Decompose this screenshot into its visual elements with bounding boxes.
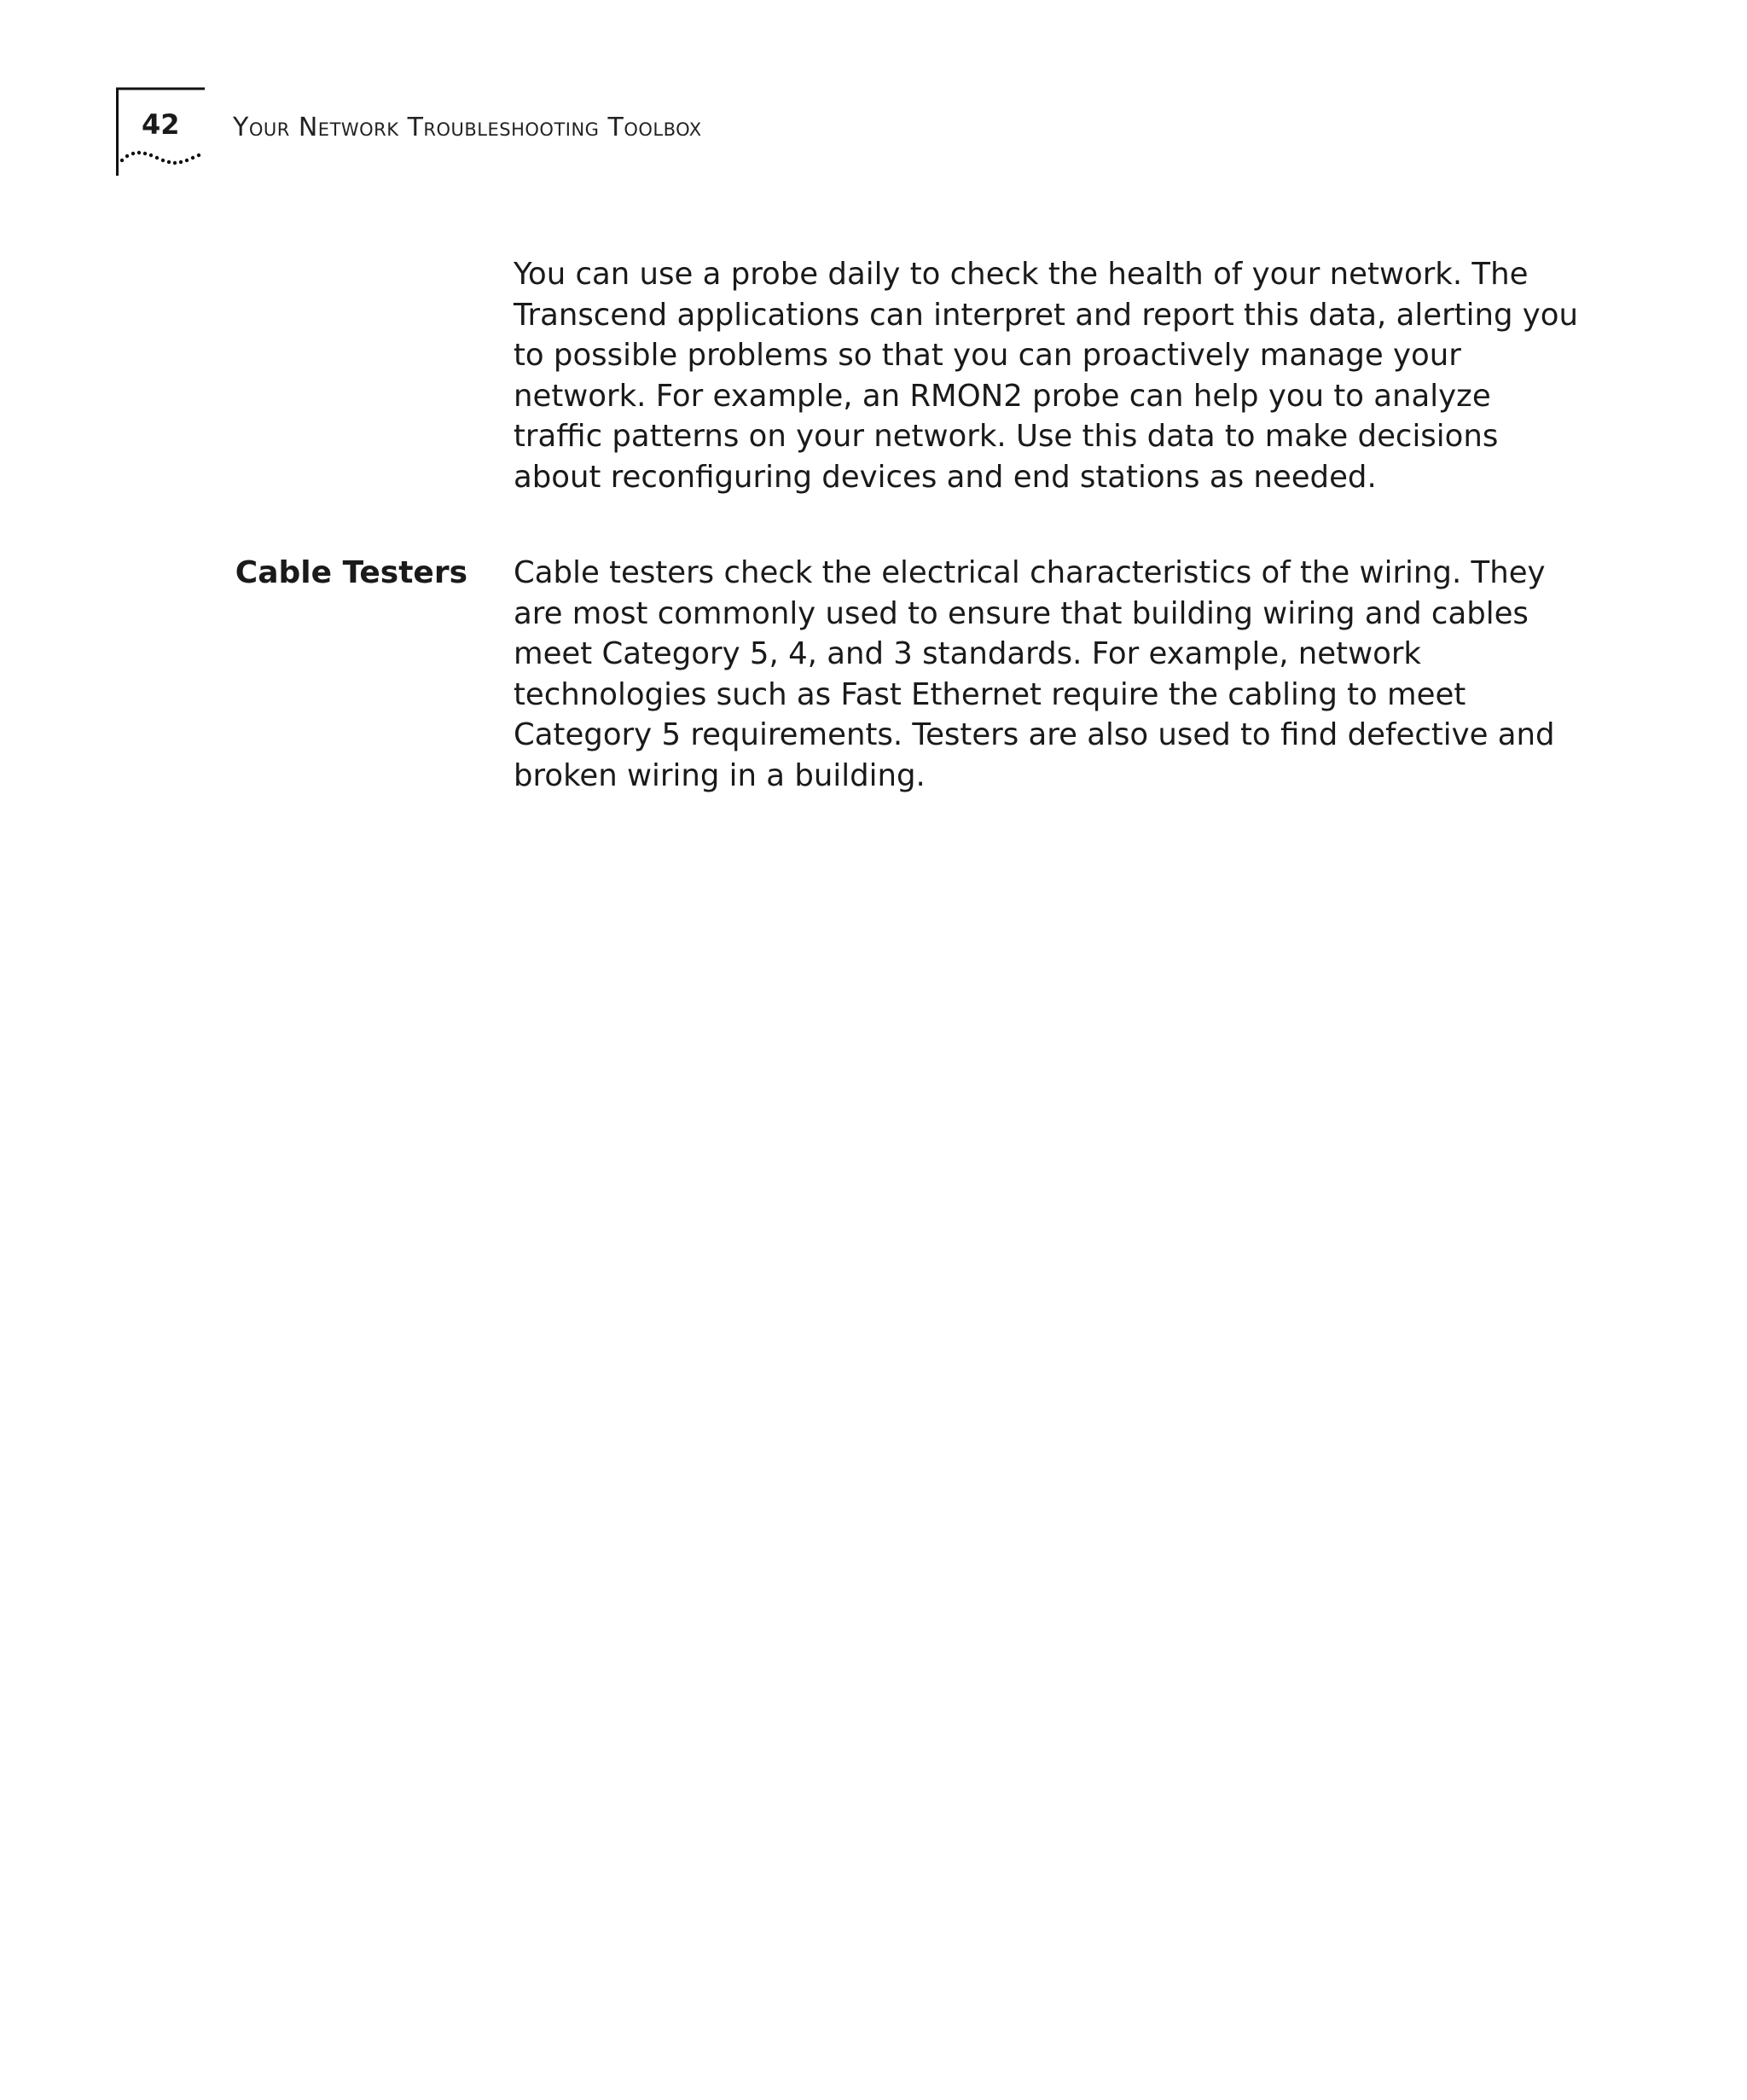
- cable-testers-paragraph: Cable testers check the electrical characteristics of the wiring. They are most commonly used to ensure that building wiring and cables meet Category 5, 4, and 3 standards. For example, network technologies such as Fast Ethernet require the cabling to meet Category 5 requirements. Testers are also used to find defective and broken wiring in a building.: [514, 555, 1555, 793]
- running-head: Your Network Troubleshooting Toolbox: [233, 113, 702, 142]
- page-number: 42: [142, 108, 180, 141]
- section-heading-cable-testers: Cable Testers: [235, 555, 467, 590]
- probe-paragraph: You can use a probe daily to check the health of your network. The Transcend applications can interpret and report this data, alerting you to possible problems so that you can proactively manage your network. For example, an RMON2 probe can help you to analyze traffic patterns on your network. Use this data to make decisions about reconfiguring devices and end stations as needed.: [514, 257, 1579, 495]
